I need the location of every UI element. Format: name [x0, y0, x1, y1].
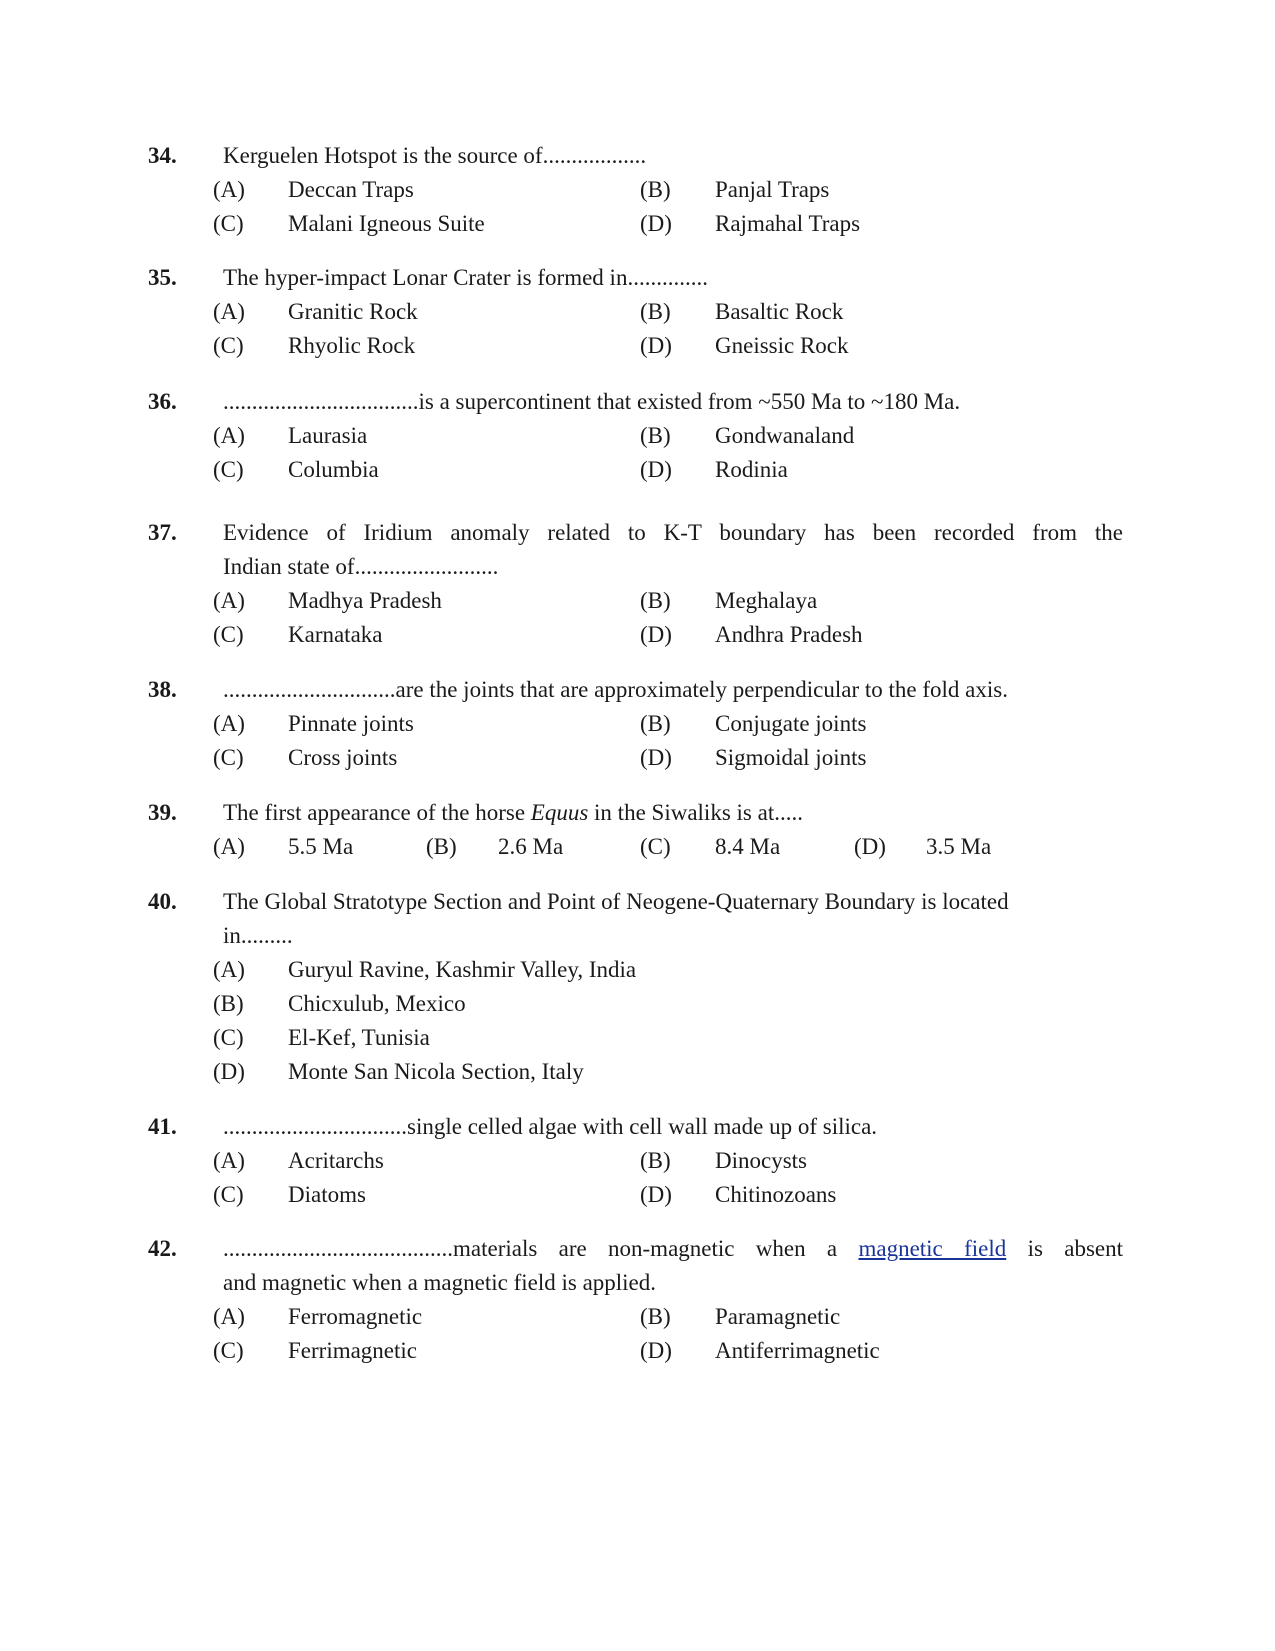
question-stem: ..................................is a supercontinent that existed from ~550 Ma to ~180 Ma. [223, 389, 961, 414]
option-text: Rajmahal Traps [715, 211, 861, 236]
option-label: (B) [640, 1304, 671, 1329]
option-label: (C) [640, 834, 671, 859]
option-label: (D) [213, 1059, 245, 1084]
option-text: Paramagnetic [715, 1304, 841, 1329]
option-label: (B) [640, 711, 671, 736]
stem-text: The first appearance of the horse [223, 800, 531, 825]
stem-text: in the Siwaliks is at..... [588, 800, 803, 825]
option-text: Dinocysts [715, 1148, 807, 1173]
question-number: 37. [148, 520, 177, 545]
option-label: (D) [854, 834, 886, 859]
option-text: Columbia [288, 457, 379, 482]
option-label: (D) [640, 622, 672, 647]
option-text: Rhyolic Rock [288, 333, 416, 358]
option-label: (C) [213, 1182, 244, 1207]
option-text: Panjal Traps [715, 177, 830, 202]
option-text: Ferrimagnetic [288, 1338, 418, 1363]
question-number: 36. [148, 389, 177, 414]
question-stem: The hyper-impact Lonar Crater is formed in.............. [223, 265, 708, 290]
question-stem [223, 800, 803, 826]
option-text: Cross joints [288, 745, 398, 770]
option-text: Deccan Traps [288, 177, 414, 202]
magnetic-field-link[interactable]: magnetic field [858, 1236, 1007, 1261]
option-label: (B) [640, 177, 671, 202]
option-label: (B) [426, 834, 457, 859]
option-label: (A) [213, 423, 245, 448]
question-stem-line-2: in......... [223, 923, 293, 948]
option-label: (A) [213, 957, 245, 982]
option-text: Andhra Pradesh [715, 622, 863, 647]
question-stem: Kerguelen Hotspot is the source of.................. [223, 143, 647, 168]
option-text: Laurasia [288, 423, 368, 448]
option-label: (D) [640, 333, 672, 358]
option-text: Chitinozoans [715, 1182, 837, 1207]
option-label: (B) [640, 588, 671, 613]
question-number: 40. [148, 889, 177, 914]
option-label: (C) [213, 1025, 244, 1050]
option-text: Conjugate joints [715, 711, 867, 736]
option-text: Karnataka [288, 622, 383, 647]
option-text: Chicxulub, Mexico [288, 991, 466, 1016]
option-text: Gneissic Rock [715, 333, 849, 358]
option-text: Gondwanaland [715, 423, 855, 448]
option-label: (C) [213, 1338, 244, 1363]
question-number: 39. [148, 800, 177, 825]
option-label: (D) [640, 745, 672, 770]
option-text: Basaltic Rock [715, 299, 844, 324]
option-label: (C) [213, 622, 244, 647]
option-label: (D) [640, 211, 672, 236]
question-stem-line-1 [223, 1236, 1123, 1262]
option-text: Guryul Ravine, Kashmir Valley, India [288, 957, 637, 982]
option-label: (B) [640, 423, 671, 448]
option-label: (C) [213, 457, 244, 482]
question-number: 34. [148, 143, 177, 168]
stem-text: ........................................materials are non-magnetic when a [223, 1236, 859, 1261]
option-label: (A) [213, 588, 245, 613]
question-stem-line-1: Evidence of Iridium anomaly related to K-T boundary has been recorded from the [223, 520, 1123, 545]
option-text: Sigmoidal joints [715, 745, 867, 770]
stem-italic-genus: Equus [530, 800, 589, 825]
option-text: Rodinia [715, 457, 788, 482]
question-stem-line-1: The Global Stratotype Section and Point of Neogene-Quaternary Boundary is located [223, 889, 1009, 914]
option-label: (D) [640, 1182, 672, 1207]
option-text: Madhya Pradesh [288, 588, 442, 613]
option-text: Meghalaya [715, 588, 818, 613]
option-label: (A) [213, 1304, 245, 1329]
question-stem-line-2: Indian state of......................... [223, 554, 499, 579]
option-text: El-Kef, Tunisia [288, 1025, 430, 1050]
option-text: Antiferrimagnetic [715, 1338, 880, 1363]
option-text: Malani Igneous Suite [288, 211, 485, 236]
question-number: 41. [148, 1114, 177, 1139]
question-stem: ..............................are the joints that are approximately perpendicular to the fold axis. [223, 677, 1008, 702]
option-label: (A) [213, 834, 245, 859]
option-text: 8.4 Ma [715, 834, 781, 859]
option-label: (C) [213, 211, 244, 236]
option-text: 3.5 Ma [926, 834, 992, 859]
question-number: 35. [148, 265, 177, 290]
option-text: Diatoms [288, 1182, 366, 1207]
question-number: 38. [148, 677, 177, 702]
option-label: (A) [213, 177, 245, 202]
option-label: (C) [213, 745, 244, 770]
option-label: (B) [640, 1148, 671, 1173]
option-text: Ferromagnetic [288, 1304, 423, 1329]
question-number: 42. [148, 1236, 177, 1261]
question-stem-line-2: and magnetic when a magnetic field is applied. [223, 1270, 657, 1295]
option-label: (D) [640, 1338, 672, 1363]
option-label: (A) [213, 711, 245, 736]
option-label: (A) [213, 1148, 245, 1173]
stem-text: is absent [1006, 1236, 1123, 1261]
option-label: (D) [640, 457, 672, 482]
option-text: 2.6 Ma [498, 834, 564, 859]
option-text: Monte San Nicola Section, Italy [288, 1059, 584, 1084]
option-label: (A) [213, 299, 245, 324]
option-label: (B) [213, 991, 244, 1016]
option-label: (C) [213, 333, 244, 358]
option-text: 5.5 Ma [288, 834, 354, 859]
option-text: Granitic Rock [288, 299, 418, 324]
option-label: (B) [640, 299, 671, 324]
option-text: Pinnate joints [288, 711, 414, 736]
question-stem: ................................single celled algae with cell wall made up of silica. [223, 1114, 878, 1139]
option-text: Acritarchs [288, 1148, 384, 1173]
